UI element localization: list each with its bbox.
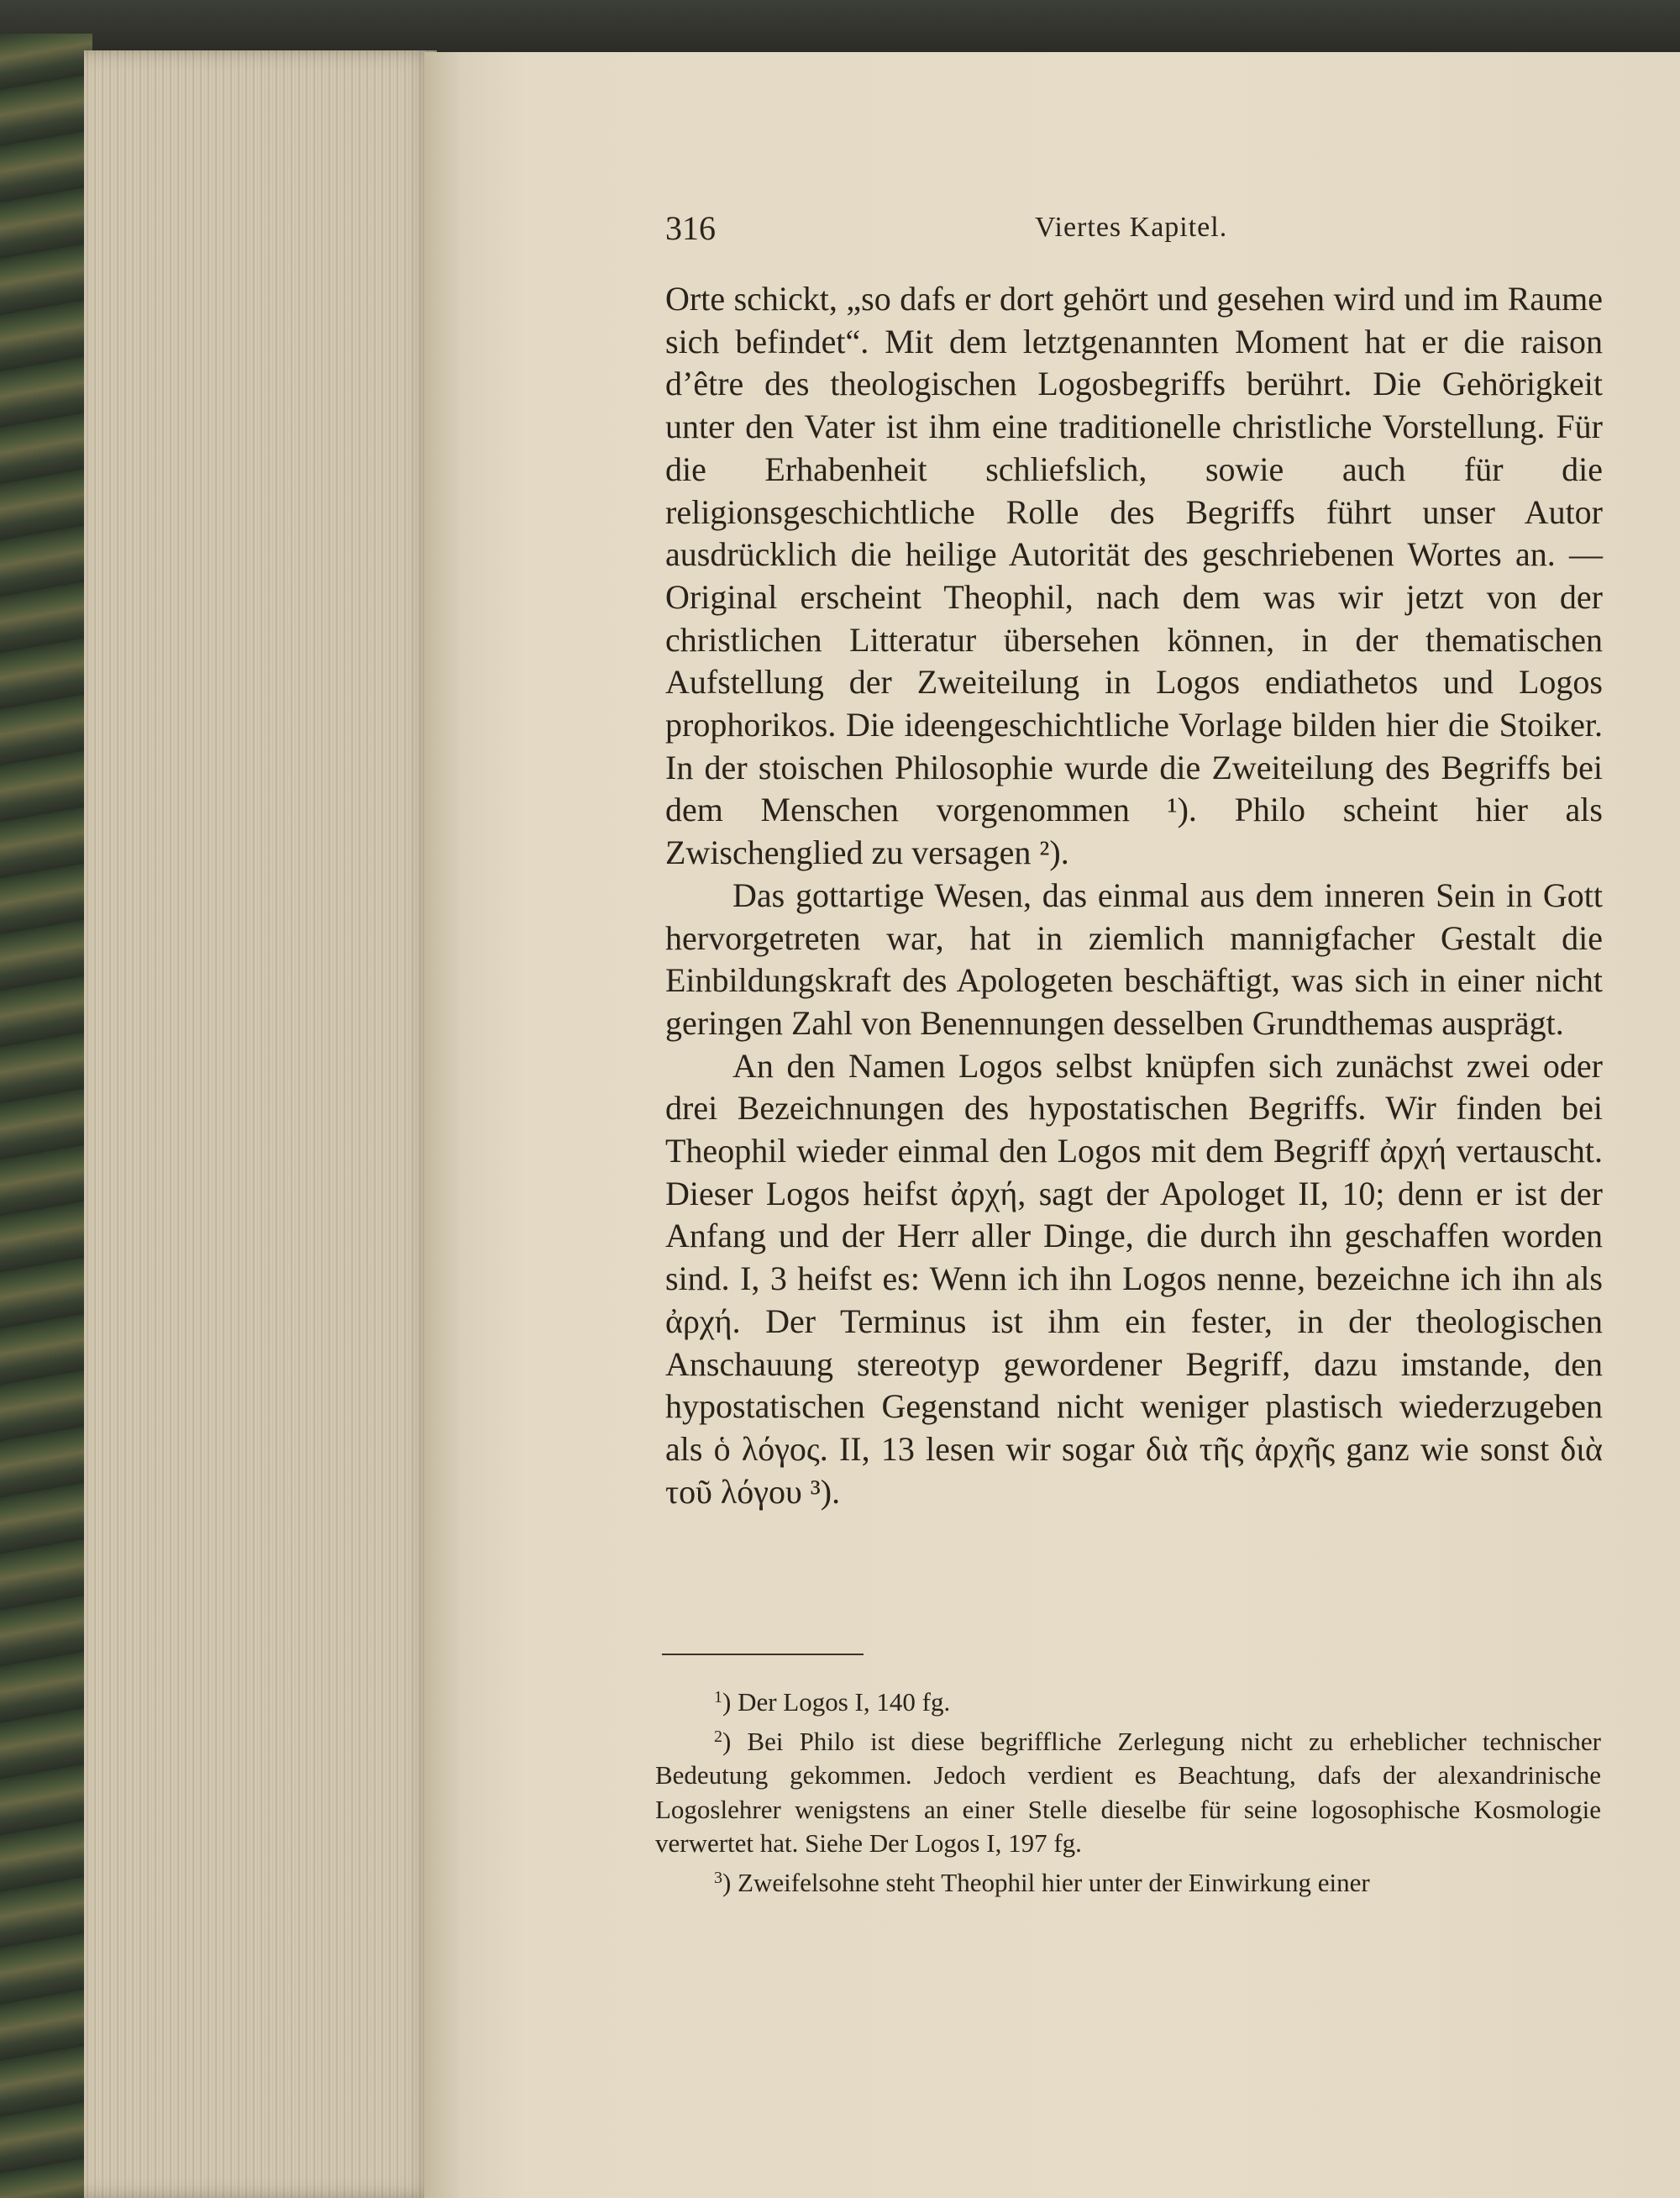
footnote-text: ) Der Logos I, 140 fg.: [722, 1687, 951, 1717]
running-title: Viertes Kapitel.: [1035, 212, 1228, 243]
footnote-text: ) Bei Philo ist diese begriffliche Zerlegung nicht zu erheblicher technischer Bedeutung gekommen. Jedoch verdient es Beachtung, dafs der alexandrinische Logoslehrer wenigstens an einer Stelle dieselbe für seine logosophische Kosmologie verwertet hat. Siehe Der Logos I, 197 fg.: [655, 1726, 1601, 1858]
footnote-text: ) Zweifelsohne steht Theophil hier unter der Einwirkung einer: [722, 1867, 1370, 1897]
paragraph: Orte schickt, „so dafs er dort gehört und gesehen wird und im Raume sich befindet“. Mit dem letztgenannten Moment hat er die raison d’être des theologischen Logosbegriffs berührt. Die Gehörigkeit unter den Vater ist ihm eine traditionelle christliche Vorstellung. Für die Erhabenheit schliefslich, sowie auch für die religionsgeschichtliche Rolle des Begriffs führt unser Autor ausdrücklich die heilige Autorität des geschriebenen Wortes an. — Original erscheint Theophil, nach dem was wir jetzt von der christlichen Litteratur übersehen können, in der thematischen Aufstellung der Zweiteilung in Logos endiathetos und Logos prophorikos. Die ideengeschichtliche Vorlage bilden hier die Stoiker. In der stoischen Philosophie wurde die Zweiteilung des Begriffs bei dem Menschen vorgenommen ¹). Philo scheint hier als Zwischenglied zu versagen ²).: [665, 280, 1603, 872]
footnotes: [655, 1680, 1601, 1900]
cover-top-edge: [0, 0, 1680, 52]
page-stack-edges: [84, 50, 437, 2198]
footnote: [655, 1861, 1601, 1901]
footnote-mark: 2: [714, 1727, 722, 1746]
footnote: [655, 1680, 1601, 1720]
paragraph: Das gottartige Wesen, das einmal aus dem inneren Sein in Gott hervorgetreten war, hat in ziemlich mannigfacher Gestalt die Einbildungskraft des Apologeten beschäftigt, was sich in einer nicht geringen Zahl von Benennungen desselben Grundthemas ausprägt.: [665, 876, 1603, 1042]
marbled-cover-edge: [0, 34, 92, 2198]
paragraph: An den Namen Logos selbst knüpfen sich zunächst zwei oder drei Bezeichnungen des hypostatischen Begriffs. Wir finden bei Theophil wieder einmal den Logos mit dem Begriff ἀρχή vertauscht. Dieser Logos heifst ἀρχή, sagt der Apologet II, 10; denn er ist der Anfang und der Herr aller Dinge, die durch ihn geschaffen worden sind. I, 3 heifst es: Wenn ich ihn Logos nenne, bezeichne ich ihn als ἀρχή. Der Terminus ist ihm ein fester, in der theologischen Anschauung stereotyp gewordener Begriff, dazu imstande, den hypostatischen Gegenstand nicht weniger plastisch wiederzugeben als ὁ λόγος. II, 13 lesen wir sogar διὰ τῆς ἀρχῆς ganz wie sonst διὰ τοῦ λόγου ³).: [665, 1046, 1603, 1511]
page-number: 316: [665, 209, 716, 247]
footnote-separator: [662, 1654, 864, 1655]
footnote: [655, 1720, 1601, 1861]
running-header: [665, 208, 1596, 250]
footnote-mark: 3: [714, 1868, 722, 1887]
footnote-mark: 1: [714, 1688, 722, 1706]
main-text: [665, 278, 1603, 1513]
